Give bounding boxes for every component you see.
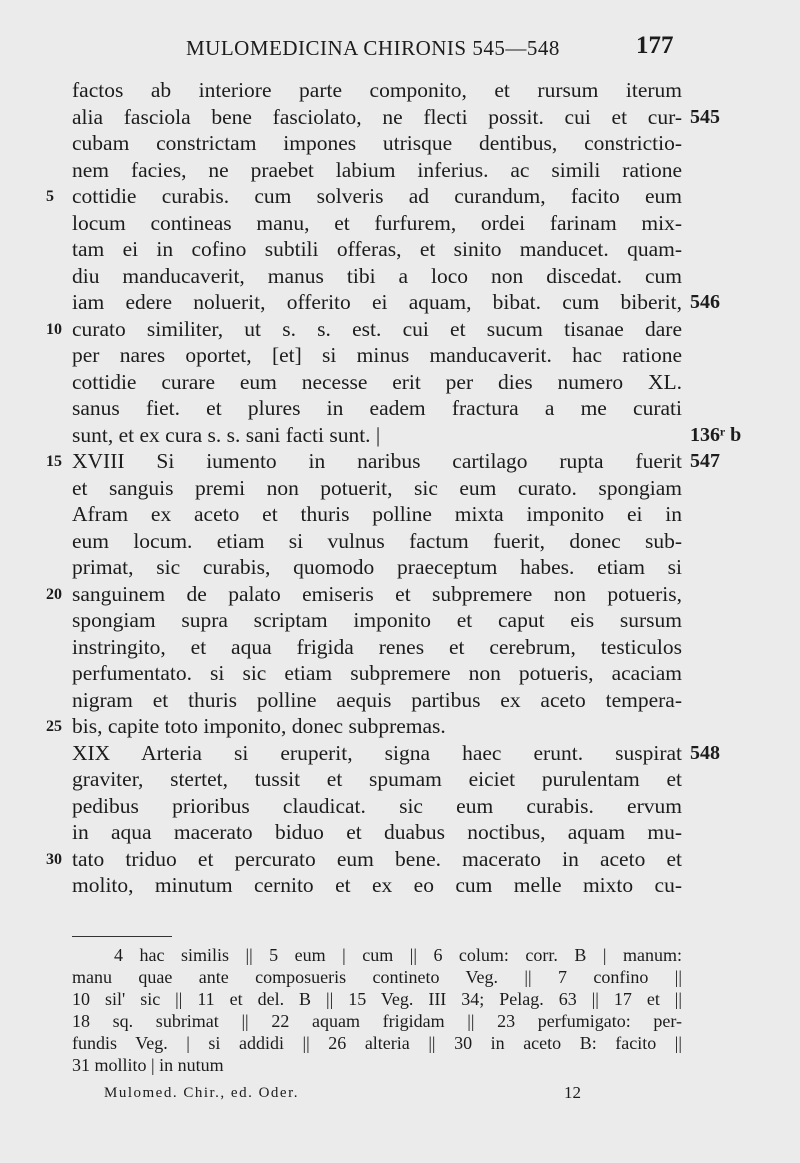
footnote-text: fundis Veg. | si addidi || 26 alteria || 30 in aceto B: facito || (72, 1033, 682, 1053)
footnote-line (0, 1032, 800, 1054)
line-text: et sanguis premi non potuerit, sic eum curato. spongiam (72, 475, 682, 500)
text-line (0, 475, 800, 502)
line-text: XVIII Si iumento in naribus cartilago rupta fuerit (72, 449, 682, 473)
line-number: 20 (46, 585, 62, 603)
line-text: sanguinem de palato emiseris et subpremere non potueris, (72, 581, 682, 606)
line-number: 10 (46, 320, 62, 338)
text-line (0, 263, 800, 290)
footnote-text: 10 sil' sic || 11 et del. B || 15 Veg. III 34; Pelag. 63 || 17 et || (72, 989, 682, 1009)
line-text: diu manducaverit, manus tibi a loco non discedat. cum (72, 263, 682, 288)
text-line (0, 660, 800, 687)
line-text: cubam constrictam impones utrisque dentibus, constrictio- (72, 131, 682, 155)
line-text: sunt, et ex cura s. s. sani facti sunt. | (72, 422, 381, 447)
footnote-text: 4 hac similis || 5 eum | cum || 6 colum: corr. B | manum: (114, 945, 682, 965)
footnote-text: 31 mollito | in nutum (72, 1055, 224, 1075)
section-number: 546 (690, 291, 720, 313)
line-text: graviter, stertet, tussit et spumam eiciet purulentam et (72, 767, 682, 791)
line-text: sanus fiet. et plures in eadem fractura a me curati (72, 396, 682, 420)
text-line (0, 501, 800, 528)
line-text: XIX Arteria si eruperit, signa haec erunt. suspirat (72, 740, 682, 765)
section-number: 547 (690, 450, 720, 472)
line-text: bis, capite toto imponito, donec subpremas. (72, 714, 446, 738)
footnote-line (0, 1054, 800, 1076)
line-text: iam edere noluerit, offerito ei aquam, bibat. cum biberit, (72, 290, 682, 314)
running-head-title: MULOMEDICINA CHIRONIS 545—548 (186, 36, 560, 60)
text-line (0, 793, 800, 820)
text-line (0, 607, 800, 634)
text-line (0, 581, 800, 608)
text-line (0, 316, 800, 343)
footnote-text: 18 sq. subrimat || 22 aquam frigidam || 23 perfumigato: per- (72, 1011, 682, 1031)
text-line (0, 740, 800, 767)
running-head (0, 30, 800, 66)
text-line (0, 846, 800, 873)
line-text: cottidie curare eum necesse erit per dies numero XL. (72, 369, 682, 394)
line-text: tam ei in cofino subtili offeras, et sinito manducet. quam- (72, 237, 682, 261)
main-text (0, 77, 800, 899)
text-line (0, 766, 800, 793)
line-text: alia fasciola bene fasciolato, ne flecti possit. cui et cur- (72, 104, 682, 129)
line-text: molito, minutum cernito et ex eo cum melle mixto cu- (72, 873, 682, 897)
footnote-line (0, 944, 800, 966)
line-text: perfumentato. si sic etiam subpremere non potueris, acaciam (72, 661, 682, 685)
line-text: Afram ex aceto et thuris polline mixta imponito ei in (72, 502, 682, 526)
critical-apparatus (0, 944, 800, 1076)
line-number: 25 (46, 718, 62, 735)
line-text: pedibus prioribus claudicat. sic eum curabis. ervum (72, 793, 682, 818)
text-line (0, 77, 800, 104)
line-text: instringito, et aqua frigida renes et cerebrum, testiculos (72, 634, 682, 659)
line-text: eum locum. etiam si vulnus factum fuerit, donec sub- (72, 528, 682, 553)
text-line (0, 369, 800, 396)
line-text: primat, sic curabis, quomodo praeceptum habes. etiam si (72, 555, 682, 579)
sheet-number: 12 (564, 1083, 581, 1102)
line-text: nigram et thuris polline aequis partibus ex aceto tempera- (72, 687, 682, 712)
text-line (0, 554, 800, 581)
line-number: 30 (46, 850, 62, 868)
text-line (0, 342, 800, 369)
line-text: locum contineas manu, et furfurem, ordei farinam mix- (72, 210, 682, 235)
text-line (0, 448, 800, 475)
text-line (0, 130, 800, 157)
text-line (0, 183, 800, 210)
manuscript-folio-ref: 136ʳ b (690, 423, 742, 446)
footnote-rule (72, 936, 172, 937)
text-line (0, 528, 800, 555)
line-text: per nares oportet, [et] si minus manducaverit. hac ratione (72, 343, 682, 367)
line-text: factos ab interiore parte componito, et rursum iterum (72, 78, 682, 102)
text-line (0, 713, 800, 740)
page-number: 177 (636, 32, 674, 59)
line-text: spongiam supra scriptam imponito et caput eis sursum (72, 608, 682, 632)
text-line (0, 157, 800, 184)
text-line (0, 687, 800, 714)
text-line (0, 422, 800, 449)
footnote-text: manu quae ante composueris contineto Veg. || 7 confino || (72, 967, 682, 987)
section-number: 548 (690, 741, 720, 764)
text-line (0, 236, 800, 263)
section-number: 545 (690, 105, 720, 128)
line-text: in aqua macerato biduo et duabus noctibus, aquam mu- (72, 820, 682, 844)
text-line (0, 104, 800, 131)
footnote-line (0, 988, 800, 1010)
line-text: tato triduo et percurato eum bene. macerato in aceto et (72, 846, 682, 871)
line-text: curato similiter, ut s. s. est. cui et sucum tisanae dare (72, 316, 682, 341)
line-number: 15 (46, 453, 62, 470)
text-line (0, 634, 800, 661)
line-text: cottidie curabis. cum solveris ad curandum, facito eum (72, 184, 682, 208)
text-line (0, 819, 800, 846)
footnote-line (0, 966, 800, 988)
text-line (0, 872, 800, 899)
footnote-line (0, 1010, 800, 1032)
text-line (0, 289, 800, 316)
line-text: nem facies, ne praebet labium inferius. ac simili ratione (72, 157, 682, 182)
text-line (0, 395, 800, 422)
text-line (0, 210, 800, 237)
line-number: 5 (46, 188, 54, 205)
printer-signature: Mulomed. Chir., ed. Oder. (104, 1085, 299, 1101)
